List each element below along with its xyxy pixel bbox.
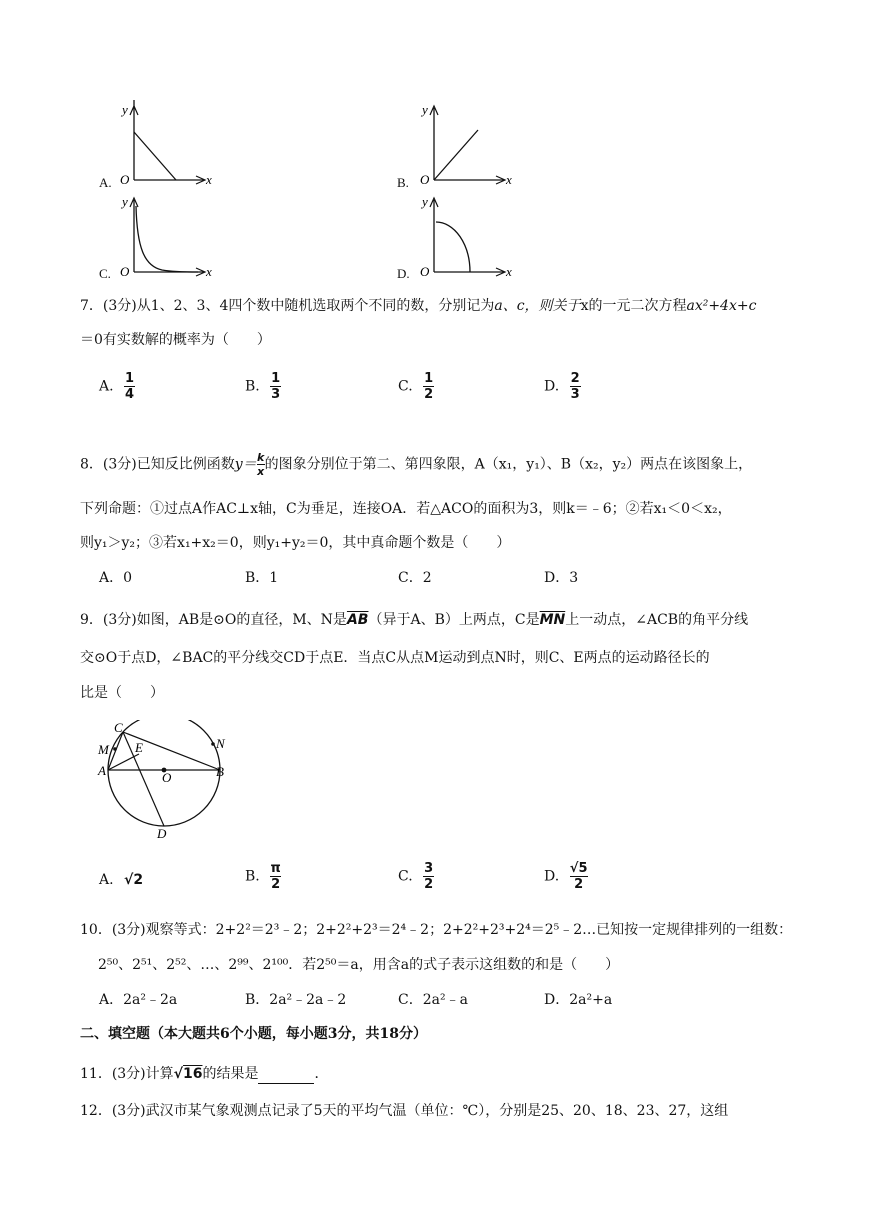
svg-text:O: O bbox=[420, 172, 430, 187]
q7-option-c[interactable]: C. $\frac{1}{2}$ bbox=[398, 371, 434, 402]
svg-text:B: B bbox=[216, 764, 224, 779]
q9-line-3: 比是（ ） bbox=[80, 685, 164, 701]
q8-option-d[interactable]: D．3 bbox=[544, 570, 579, 586]
question-11: 11．(3分)计算√16的结果是 ． bbox=[80, 1066, 329, 1082]
q8-line-2: 下列命题：①过点A作AC⊥x轴，C为垂足，连接OA．若△ACO的面积为3，则k＝﹣6；②若x₁＜0＜x₂， bbox=[80, 501, 732, 517]
svg-text:O: O bbox=[120, 264, 130, 279]
q9-option-a[interactable]: A. √2 bbox=[99, 872, 144, 888]
question-12-line-1: 12．(3分)武汉市某气象观测点记录了5天的平均气温（单位：℃），分别是25、20、18、23、27，这组 bbox=[80, 1103, 729, 1119]
svg-text:y: y bbox=[422, 102, 428, 117]
q9-line-1: 9．(3分)如图，AB是⊙O的直径，M、N是$\overline{AB}$（异于A、B）上两点，C是$\overline{MN}$上一动点，∠ACB的角平分线 bbox=[80, 612, 749, 628]
option-b-label: B. bbox=[397, 175, 409, 190]
q7-option-a[interactable]: A. $\frac{1}{4}$ bbox=[99, 371, 135, 402]
q8-option-b[interactable]: B．1 bbox=[245, 570, 279, 586]
q7-line-1: 7．(3分)从1、2、3、4四个数中随机选取两个不同的数，分别记为a、c，则关于x的一元二次方程ax²+4x+c bbox=[80, 298, 757, 314]
origin-label: O bbox=[120, 172, 130, 187]
svg-text:y: y bbox=[422, 194, 428, 209]
svg-text:E: E bbox=[135, 740, 143, 755]
q10-line-1: 10．(3分)观察等式：2+2²＝2³﹣2；2+2²+2³＝2⁴﹣2；2+2²+2³+2⁴＝2⁵﹣2…已知按一定规律排列的一组数： bbox=[80, 922, 793, 938]
q9-circle-figure bbox=[92, 720, 242, 840]
q7-option-d[interactable]: D. $\frac{2}{3}$ bbox=[544, 371, 580, 402]
axis-x-label: x bbox=[206, 172, 212, 187]
section-2-heading: 二、填空题（本大题共6个小题，每小题3分，共18分） bbox=[80, 1026, 427, 1042]
graph-c-inverse-curve bbox=[112, 192, 222, 282]
q9-option-c[interactable]: C. $\frac{3}{2}$ bbox=[398, 861, 434, 892]
graph-b-linear-increasing bbox=[412, 100, 522, 190]
q8-line-1: 8．(3分)已知反比例函数y＝ $\frac{k}{x}$ 的图象分别位于第二、第四象限，A（x₁，y₁）、B（x₂，y₂）两点在该图象上， bbox=[80, 451, 753, 478]
svg-text:x: x bbox=[506, 264, 512, 279]
q9-option-b[interactable]: B. $\frac{\pi}{2}$ bbox=[245, 861, 281, 892]
svg-text:A: A bbox=[98, 763, 106, 778]
q9-line-2: 交⊙O于点D，∠BAC的平分线交CD于点E．当点C从点M运动到点N时，则C、E两点的运动路径长的 bbox=[80, 650, 710, 666]
svg-text:D: D bbox=[157, 826, 167, 840]
option-a-label: A. bbox=[99, 175, 112, 190]
q10-option-a[interactable]: A．2a²﹣2a bbox=[99, 992, 178, 1008]
svg-text:O: O bbox=[420, 264, 430, 279]
q10-line-2: 2⁵⁰、2⁵¹、2⁵²、…、2⁹⁹、2¹⁰⁰．若2⁵⁰＝a，用含a的式子表示这组数的和是（ ） bbox=[98, 957, 620, 973]
q10-option-d[interactable]: D．2a²+a bbox=[544, 992, 613, 1008]
axis-y-label: y bbox=[122, 102, 128, 117]
option-d-label: D. bbox=[397, 266, 410, 281]
q8-option-a[interactable]: A．0 bbox=[99, 570, 133, 586]
graph-a-linear-decreasing bbox=[112, 100, 222, 190]
svg-text:x: x bbox=[506, 172, 512, 187]
q9-option-d[interactable]: D. $\frac{√5}{2}$ bbox=[544, 861, 588, 892]
q7-line-2: ＝0有实数解的概率为（ ） bbox=[80, 332, 271, 348]
q7-option-b[interactable]: B. $\frac{1}{3}$ bbox=[245, 371, 281, 402]
q11-answer-blank[interactable] bbox=[258, 1069, 314, 1084]
svg-text:O: O bbox=[162, 770, 172, 785]
q8-line-3: 则y₁＞y₂；③若x₁+x₂＝0，则y₁+y₂＝0，其中真命题个数是（ ） bbox=[80, 535, 511, 551]
svg-text:x: x bbox=[206, 264, 212, 279]
q8-option-c[interactable]: C．2 bbox=[398, 570, 432, 586]
q10-option-b[interactable]: B．2a²﹣2a﹣2 bbox=[245, 992, 347, 1008]
q10-option-c[interactable]: C．2a²﹣a bbox=[398, 992, 468, 1008]
svg-text:C: C bbox=[114, 720, 123, 735]
svg-text:N: N bbox=[216, 736, 225, 751]
svg-text:y: y bbox=[122, 194, 128, 209]
svg-text:M: M bbox=[98, 742, 109, 757]
option-c-label: C. bbox=[99, 266, 111, 281]
graph-d-quarter-arc bbox=[412, 192, 522, 282]
